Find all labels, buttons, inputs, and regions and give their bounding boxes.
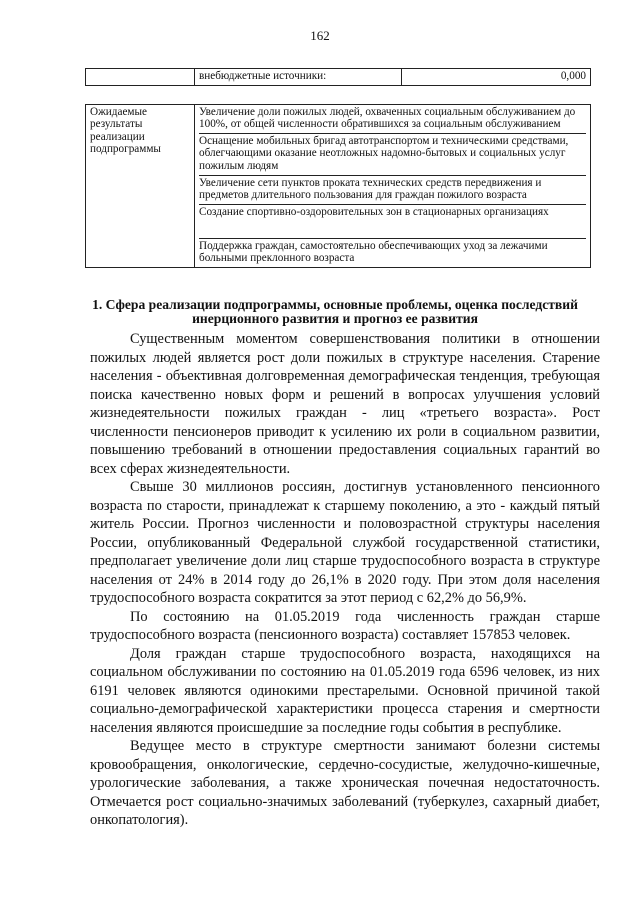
expected-results-row [86, 104, 591, 267]
expected-results-list [195, 104, 591, 267]
paragraph: Свыше 30 миллионов россиян, достигнув установленного пенсионного возраста по старости, принадлежат к старшему поколению, а это - каждый пятый житель России. Прогноз численности и половозрастной структуры населения России, опубликованный Федеральной службой государственной статистики, предполагает увеличение доли лиц старше трудоспособного возраста в структуре населения от 24% в 2014 году до 26,1% в 2020 году. При этом доля населения трудоспособного возраста сократится за этот период с 62,2% до 56,9%. [90, 479, 600, 606]
paragraph: Ведущее место в структуре смертности занимают болезни системы кровообращения, онкологические, сердечно-сосудистые, желудочно-кишечные, урологические заболевания, а также хроническая почечная недостаточность. Отмечается рост социально-значимых заболеваний (туберкулез, сахарный диабет, онкопатология). [90, 738, 600, 828]
section-body [90, 330, 600, 830]
page-number: 162 [310, 28, 330, 43]
result-item: Создание спортивно-оздоровительных зон в стационарных организациях [199, 205, 586, 239]
funding-row [86, 69, 591, 86]
section-heading: 1. Сфера реализации подпрограммы, основные проблемы, оценка последствий инерционного развития и прогноз ее развития [92, 297, 578, 326]
funding-row-label-cell [86, 69, 195, 86]
funding-source-label: внебюджетные источники: [195, 69, 402, 86]
subprogram-passport-table [85, 68, 591, 268]
result-item: Поддержка граждан, самостоятельно обеспечивающих уход за лежачими больными преклонного возраста [199, 239, 548, 265]
result-item: Оснащение мобильных бригад автотранспортом и техническими средствами, облегчающими оказание неотложных надомно-бытовых и социальных услуг пожилым людям [199, 134, 586, 176]
paragraph: Существенным моментом совершенствования политики в отношении пожилых людей является рост доли пожилых в структуре населения. Старение населения - объективная долговременная демографическая тенденция, требующая поиска качественно новых форм и решений в вопросах улучшения условий жизнедеятельности пожилых граждан - лиц «третьего возраста». Рост численности пенсионеров приводит к усилению их роли в социальном развитии, повышению требований в отношении предоставления социальных гарантий во всех сферах жизнедеятельности. [90, 331, 600, 477]
paragraph: По состоянию на 01.05.2019 года численность граждан старше трудоспособного возраста (пенсионного возраста) составляет 157853 человек. [90, 608, 600, 643]
result-item: Увеличение доли пожилых людей, охваченных социальным обслуживанием до 100%, от общей численности обратившихся за социальным обслуживанием [199, 105, 586, 134]
table-spacer-row [86, 85, 591, 104]
result-item: Увеличение сети пунктов проката технических средств передвижения и предметов длительного пользования для граждан пожилого возраста [199, 176, 586, 205]
funding-source-value: 0,000 [402, 69, 591, 86]
paragraph: Доля граждан старше трудоспособного возраста, находящихся на социальном обслуживании по состоянию на 01.05.2019 года 6596 человек, из них 6191 человек являются одинокими престарелыми. Основной причиной такой социально-демографической характеристики процесса старения и смертности населения являются происшедшие за последние годы события в республике. [90, 645, 600, 736]
expected-results-label: Ожидаемые результаты реализации подпрограммы [86, 104, 195, 267]
